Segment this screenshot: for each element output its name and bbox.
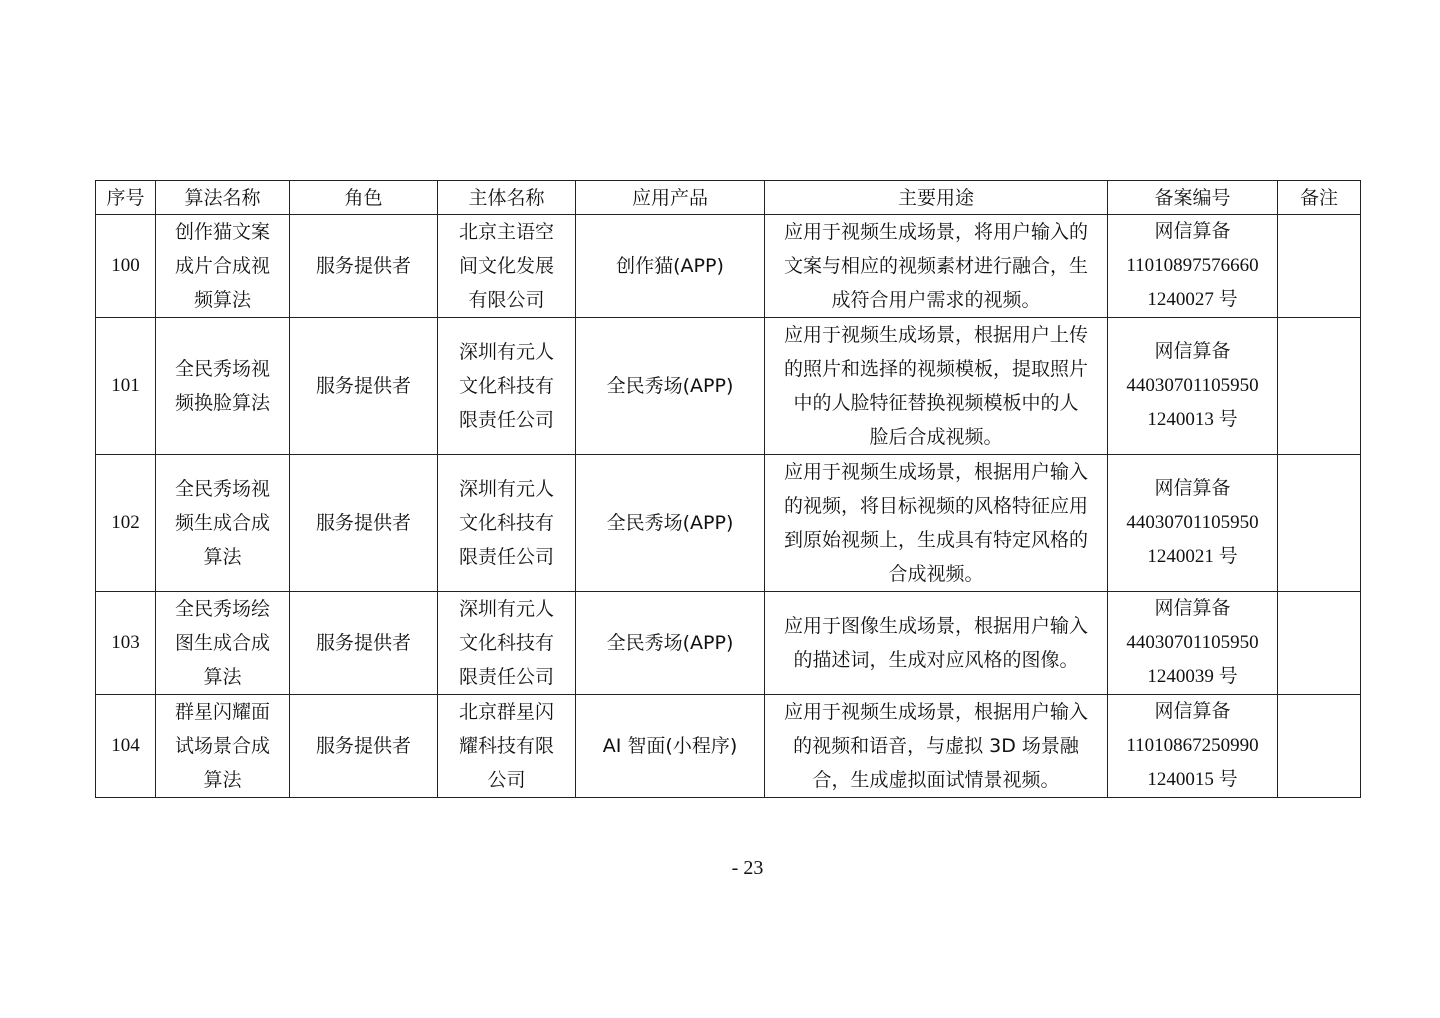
- cell-product: 全民秀场(APP): [576, 455, 765, 592]
- header-purpose: 主要用途: [765, 181, 1108, 215]
- cell-algorithm-name: [156, 318, 290, 455]
- text-line: 北京主语空: [458, 221, 554, 243]
- header-remark: 备注: [1278, 181, 1361, 215]
- text-line: 应用于视频生成场景，根据用户输入: [783, 461, 1088, 483]
- cell-record-number: [1108, 695, 1278, 798]
- cell-remark: [1278, 455, 1361, 592]
- text-line: 限责任公司: [458, 546, 554, 568]
- cell-role: 服务提供者: [290, 592, 438, 695]
- header-algorithm-name: 算法名称: [156, 181, 290, 215]
- text-line: 频算法: [193, 289, 251, 311]
- text-line: 44030701105950: [1126, 375, 1259, 396]
- cell-purpose: [765, 455, 1108, 592]
- text-line: 网信算备: [1154, 478, 1231, 499]
- text-line: 全民秀场视: [174, 358, 270, 380]
- text-line: 1240015 号: [1147, 769, 1238, 790]
- text-line: 网信算备: [1154, 341, 1231, 362]
- text-line: 44030701105950: [1126, 632, 1259, 653]
- table-row: [96, 215, 1361, 318]
- cell-entity: [438, 455, 576, 592]
- text-line: 耀科技有限: [458, 735, 554, 757]
- text-line: 脸后合成视频。: [869, 426, 1003, 448]
- cell-product: 全民秀场(APP): [576, 592, 765, 695]
- text-line: 群星闪耀面: [174, 701, 270, 723]
- text-line: 试场景合成: [174, 735, 270, 757]
- cell-no: 102: [96, 455, 156, 592]
- cell-remark: [1278, 695, 1361, 798]
- cell-no: 101: [96, 318, 156, 455]
- text-line: 频生成合成: [174, 512, 270, 534]
- text-line: 全民秀场绘: [174, 598, 270, 620]
- page-number: - 23: [731, 857, 764, 879]
- cell-purpose: [765, 695, 1108, 798]
- cell-no: 103: [96, 592, 156, 695]
- cell-remark: [1278, 318, 1361, 455]
- cell-entity: [438, 592, 576, 695]
- cell-product: 全民秀场(APP): [576, 318, 765, 455]
- header-product: 应用产品: [576, 181, 765, 215]
- algorithm-registry-table: [95, 180, 1361, 798]
- text-line: 成片合成视: [174, 255, 270, 277]
- cell-entity: [438, 695, 576, 798]
- text-line: 频换脸算法: [174, 392, 270, 414]
- text-line: 深圳有元人: [458, 598, 554, 620]
- cell-record-number: [1108, 318, 1278, 455]
- cell-record-number: [1108, 215, 1278, 318]
- text-line: 限责任公司: [458, 666, 554, 688]
- cell-record-number: [1108, 592, 1278, 695]
- cell-algorithm-name: [156, 215, 290, 318]
- text-line: 11010867250990: [1126, 735, 1259, 756]
- text-line: 文化科技有: [458, 375, 554, 397]
- text-line: 网信算备: [1154, 221, 1231, 242]
- text-line: 应用于视频生成场景，将用户输入的: [783, 221, 1088, 243]
- cell-product: 创作猫(APP): [576, 215, 765, 318]
- cell-purpose: [765, 215, 1108, 318]
- table-row: [96, 695, 1361, 798]
- cell-role: 服务提供者: [290, 695, 438, 798]
- cell-product: AI 智面(小程序): [576, 695, 765, 798]
- text-line: 网信算备: [1154, 701, 1231, 722]
- text-line: 合，生成虚拟面试情景视频。: [812, 769, 1060, 791]
- text-line: 的视频和语音，与虚拟 3D 场景融: [793, 735, 1079, 757]
- cell-algorithm-name: [156, 592, 290, 695]
- cell-purpose: [765, 318, 1108, 455]
- text-line: 文案与相应的视频素材进行融合，生: [783, 255, 1088, 277]
- cell-no: 104: [96, 695, 156, 798]
- text-line: 44030701105950: [1126, 512, 1259, 533]
- header-role: 角色: [290, 181, 438, 215]
- text-line: 全民秀场视: [174, 478, 270, 500]
- text-line: 1240021 号: [1147, 546, 1238, 567]
- text-line: 到原始视频上，生成具有特定风格的: [783, 529, 1088, 551]
- header-record-number: 备案编号: [1108, 181, 1278, 215]
- text-line: 11010897576660: [1126, 255, 1259, 276]
- text-line: 算法: [203, 546, 242, 568]
- cell-remark: [1278, 215, 1361, 318]
- cell-no: 100: [96, 215, 156, 318]
- cell-algorithm-name: [156, 695, 290, 798]
- text-line: 文化科技有: [458, 632, 554, 654]
- text-line: 创作猫文案: [174, 221, 270, 243]
- text-line: 文化科技有: [458, 512, 554, 534]
- table-header-row: [96, 181, 1361, 215]
- cell-role: 服务提供者: [290, 215, 438, 318]
- text-line: 算法: [203, 666, 242, 688]
- header-entity: 主体名称: [438, 181, 576, 215]
- text-line: 成符合用户需求的视频。: [831, 289, 1041, 311]
- cell-remark: [1278, 592, 1361, 695]
- text-line: 网信算备: [1154, 598, 1231, 619]
- cell-purpose: [765, 592, 1108, 695]
- table-row: [96, 318, 1361, 455]
- text-line: 有限公司: [468, 289, 545, 311]
- cell-algorithm-name: [156, 455, 290, 592]
- text-line: 1240013 号: [1147, 409, 1238, 430]
- text-line: 应用于图像生成场景，根据用户输入: [783, 615, 1088, 637]
- cell-entity: [438, 318, 576, 455]
- header-no: 序号: [96, 181, 156, 215]
- cell-record-number: [1108, 455, 1278, 592]
- cell-entity: [438, 215, 576, 318]
- text-line: 应用于视频生成场景，根据用户上传: [783, 324, 1088, 346]
- text-line: 1240039 号: [1147, 666, 1238, 687]
- text-line: 公司: [487, 769, 526, 791]
- text-line: 限责任公司: [458, 409, 554, 431]
- text-line: 算法: [203, 769, 242, 791]
- cell-role: 服务提供者: [290, 455, 438, 592]
- cell-role: 服务提供者: [290, 318, 438, 455]
- text-line: 深圳有元人: [458, 478, 554, 500]
- text-line: 图生成合成: [174, 632, 270, 654]
- text-line: 应用于视频生成场景，根据用户输入: [783, 701, 1088, 723]
- text-line: 间文化发展: [458, 255, 554, 277]
- text-line: 1240027 号: [1147, 289, 1238, 310]
- text-line: 北京群星闪: [458, 701, 554, 723]
- text-line: 中的人脸特征替换视频模板中的人: [793, 392, 1079, 414]
- text-line: 的描述词，生成对应风格的图像。: [793, 649, 1079, 671]
- table-row: [96, 455, 1361, 592]
- text-line: 深圳有元人: [458, 341, 554, 363]
- text-line: 合成视频。: [888, 563, 984, 585]
- text-line: 的视频，将目标视频的风格特征应用: [783, 495, 1088, 517]
- text-line: 的照片和选择的视频模板，提取照片: [783, 358, 1088, 380]
- table-row: [96, 592, 1361, 695]
